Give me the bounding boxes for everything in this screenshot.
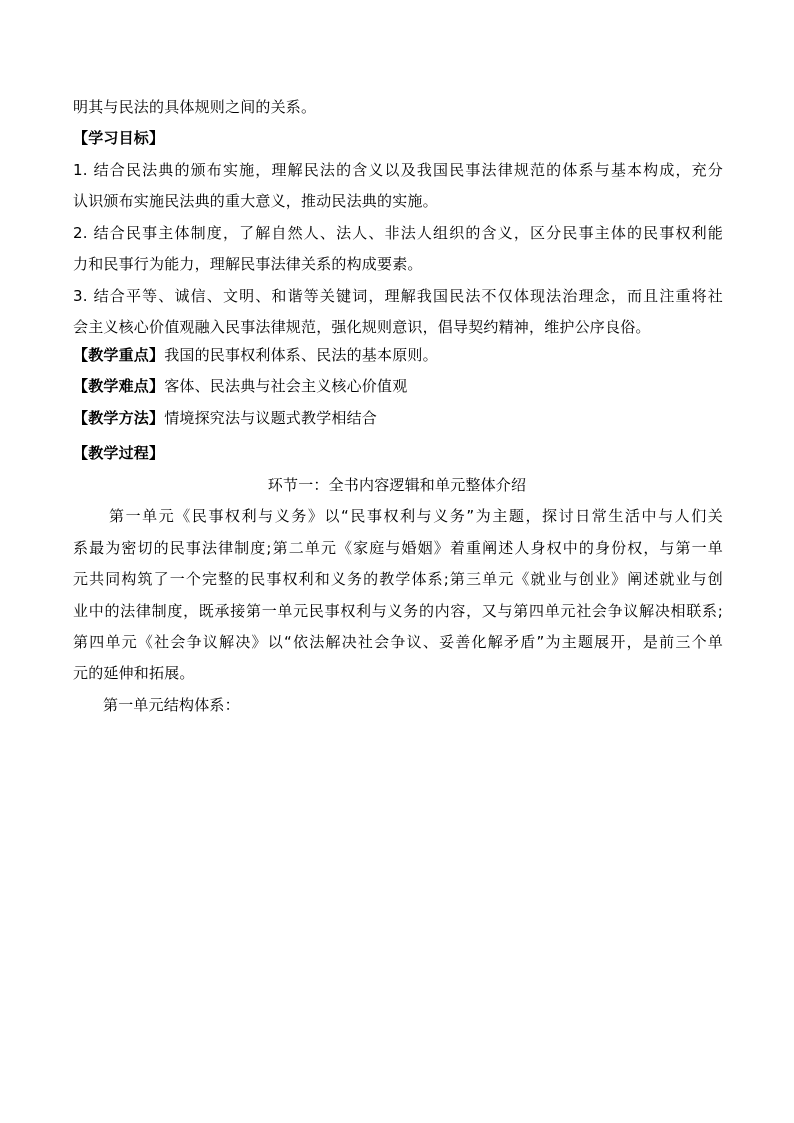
paragraph-line-4: 业中的法律制度，既承接第一单元民事权利与义务的内容，又与第四单元社会争议解决相联系; [73,602,723,620]
paragraph-line-6: 元的延伸和拓展。 [73,664,195,682]
paragraph-line-3: 元共同构筑了一个完整的民事权利和义务的教学体系;第三单元《就业与创业》阐述就业与创 [73,570,723,588]
process-heading: 【教学过程】 [73,444,165,462]
key-points-label: 【教学重点】 [73,346,165,364]
objective-3-line-1: 3. 结合平等、诚信、文明、和谐等关键词，理解我国民法不仅体现法治理念，而且注重将社 [73,287,723,305]
intro-line: 明其与民法的具体规则之间的关系。 [73,98,317,116]
difficulties-row [73,375,407,397]
methods-text: 情境探究法与议题式教学相结合 [164,409,378,427]
objective-1-line-2: 认识颁布实施民法典的重大意义，推动民法典的实施。 [73,192,438,210]
objectives-heading: 【学习目标】 [73,129,165,147]
difficulties-text: 客体、民法典与社会主义核心价值观 [164,377,408,395]
objective-2-line-1: 2. 结合民事主体制度，了解自然人、法人、非法人组织的含义，区分民事主体的民事权利能 [73,224,723,242]
section-title: 环节一：全书内容逻辑和单元整体介绍 [267,476,527,494]
key-points-row [73,344,438,366]
objective-1-line-1: 1. 结合民法典的颁布实施，理解民法的含义以及我国民事法律规范的体系与基本构成，充分 [73,161,723,179]
key-points-text: 我国的民事权利体系、民法的基本原则。 [164,346,438,364]
objective-2-line-2: 力和民事行为能力，理解民事法律关系的构成要素。 [73,255,423,273]
methods-label: 【教学方法】 [73,409,165,427]
methods-row [73,407,377,429]
structure-label: 第一单元结构体系： [103,696,240,714]
paragraph-line-5: 第四单元《社会争议解决》以“依法解决社会争议、妥善化解矛盾”为主题展开，是前三个单 [73,633,723,651]
difficulties-label: 【教学难点】 [73,377,165,395]
paragraph-line-1: 第一单元《民事权利与义务》以“民事权利与义务”为主题，探讨日常生活中与人们关 [109,507,723,525]
paragraph-line-2: 系最为密切的民事法律制度;第二单元《家庭与婚姻》着重阐述人身权中的身份权，与第一单 [73,539,723,557]
objective-3-line-2: 会主义核心价值观融入民事法律规范，强化规则意识，倡导契约精神，维护公序良俗。 [73,318,651,336]
